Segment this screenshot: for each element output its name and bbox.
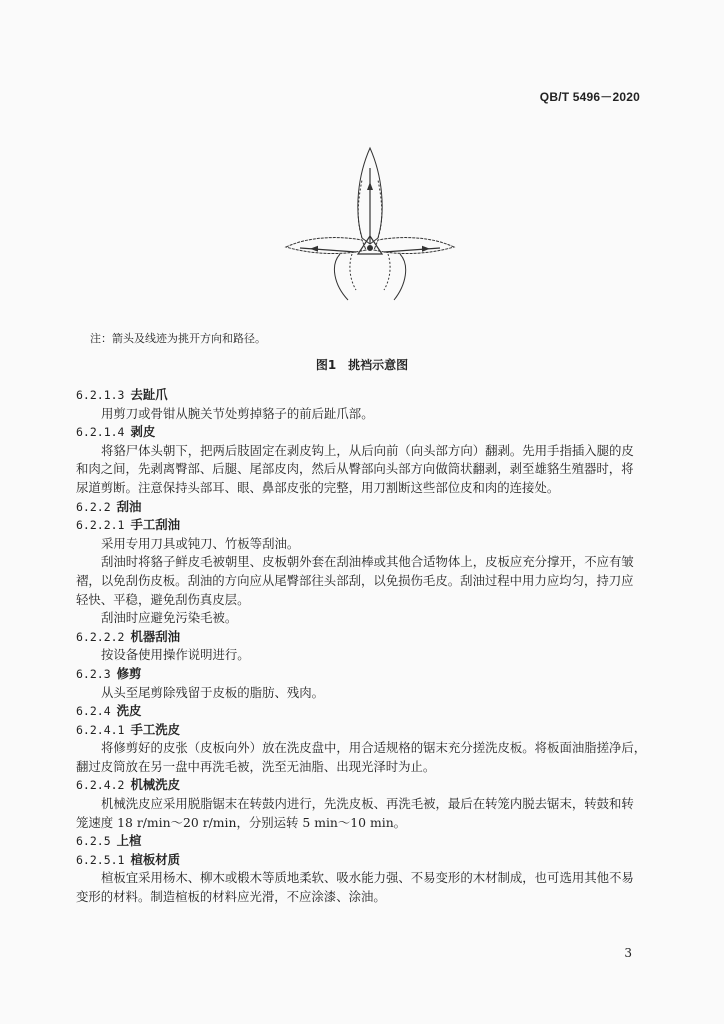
section-title: 手工刮油 — [130, 517, 181, 533]
body-inner-left — [350, 254, 356, 290]
section-title: 修剪 — [116, 665, 142, 681]
arrow-right-icon — [422, 246, 430, 252]
paragraph-line: 从头至尾剪除残留于皮板的脂肪、残肉。 — [101, 684, 325, 700]
section-number: 6.2.2.1 — [76, 518, 125, 533]
section-heading — [76, 665, 650, 684]
section-number: 6.2.1.3 — [76, 388, 125, 402]
section-heading — [76, 628, 650, 647]
paragraph-line: 楦板宜采用杨木、柳木或椴木等质地柔软、吸水能力强、不易变形的木材制成，也可选用其他不易 — [101, 870, 634, 886]
paragraph-continuation: 轻快、平稳，避免刮伤真皮层。 — [76, 591, 250, 607]
page-number: 3 — [624, 946, 632, 960]
section-number: 6.2.5.1 — [76, 852, 125, 867]
paragraph-line: 将修剪好的皮张（皮板向外）放在洗皮盘中，用合适规格的锯末充分搓洗皮板。将板面油脂搓净后， — [101, 740, 647, 756]
section-number: 6.2.4.1 — [76, 722, 125, 737]
section-title: 去趾爪 — [130, 387, 168, 402]
paragraph-line: 刮油时将貉子鲜皮毛被朝里、皮板朝外套在刮油棒或其他合适物体上，皮板应充分撑开，不应有皱 — [101, 554, 634, 570]
arrow-left-icon — [310, 246, 318, 252]
paragraph-continuation: 褶，以免刮伤皮板。刮油的方向应从尾臀部往头部刮，以免损伤毛皮。刮油过程中用力应均匀，持刀应 — [76, 572, 634, 588]
section-number: 6.2.1.4 — [76, 425, 125, 440]
section-heading — [76, 721, 650, 740]
crotch-opening-diagram — [270, 140, 470, 310]
paragraph-continuation: 尿道剪断。注意保持头部耳、眼、鼻部皮张的完整，用刀割断这些部位皮和肉的连接处。 — [76, 479, 560, 495]
section-title: 机械洗皮 — [130, 777, 181, 793]
paragraph-line: 用剪刀或骨钳从腕关节处剪掉貉子的前后趾爪部。 — [101, 405, 374, 421]
section-heading — [76, 832, 650, 851]
section-title: 刮油 — [116, 498, 142, 514]
anus-mark — [368, 246, 373, 251]
section-number: 6.2.2.2 — [76, 629, 125, 644]
figure-caption: 图1 挑裆示意图 — [315, 358, 409, 372]
section-heading — [76, 851, 650, 870]
section-heading — [76, 702, 650, 721]
paragraph-continuation: 和肉之间，先剥离臀部、后腿、尾部皮肉，然后从臀部向头部方向做筒状翻剥，剥至雄貉生殖器时，将 — [76, 461, 634, 477]
section-title: 楦板材质 — [130, 851, 181, 867]
figure-note: 注：箭头及线迹为挑开方向和路径。 — [90, 332, 266, 345]
paragraph-continuation: 笼速度 18 r/min～20 r/min，分别运转 5 min～10 min。 — [76, 814, 407, 830]
paragraph-continuation: 翻过皮筒放在另一盘中再洗毛被，洗至无油脂、出现光泽时为止。 — [76, 758, 436, 774]
paragraph-line: 采用专用刀具或钝刀、竹板等刮油。 — [101, 535, 300, 551]
section-title: 洗皮 — [116, 703, 142, 719]
arrow-up-icon — [367, 182, 373, 190]
section-number: 6.2.4.2 — [76, 778, 125, 793]
section-number: 6.2.4 — [76, 704, 111, 719]
section-number: 6.2.3 — [76, 666, 111, 681]
paragraph-continuation: 变形的材料。制造楦板的材料应光滑，不应涂漆、涂油。 — [76, 889, 386, 905]
left-leg-outline — [286, 238, 366, 254]
section-heading — [76, 516, 650, 535]
paragraph-line: 将貉尸体头朝下，把两后肢固定在剥皮钩上，从后向前（向头部方向）翻剥。先用手指插入腿的皮 — [101, 442, 634, 458]
section-heading — [76, 423, 650, 442]
section-title: 机器刮油 — [130, 628, 181, 644]
section-title: 剥皮 — [130, 424, 156, 440]
paragraph-line: 刮油时应避免污染毛被。 — [101, 610, 238, 626]
body-right — [394, 254, 406, 300]
section-heading — [76, 776, 650, 795]
section-number: 6.2.2 — [76, 499, 111, 514]
body-inner-right — [384, 254, 390, 290]
section-title: 手工洗皮 — [130, 721, 181, 737]
standard-number: QB/T 5496－2020 — [539, 90, 640, 104]
section-heading — [76, 498, 650, 517]
section-heading — [76, 386, 650, 405]
section-number: 6.2.5 — [76, 834, 111, 849]
right-leg-outline — [374, 238, 454, 254]
section-title: 上楦 — [116, 833, 142, 849]
paragraph-line: 按设备使用操作说明进行。 — [101, 647, 250, 663]
paragraph-line: 机械洗皮应采用脱脂锯末在转鼓内进行，先洗皮板、再洗毛被，最后在转笼内脱去锯末，转鼓和转 — [101, 796, 634, 812]
body-text — [76, 386, 650, 907]
body-left — [334, 254, 348, 300]
